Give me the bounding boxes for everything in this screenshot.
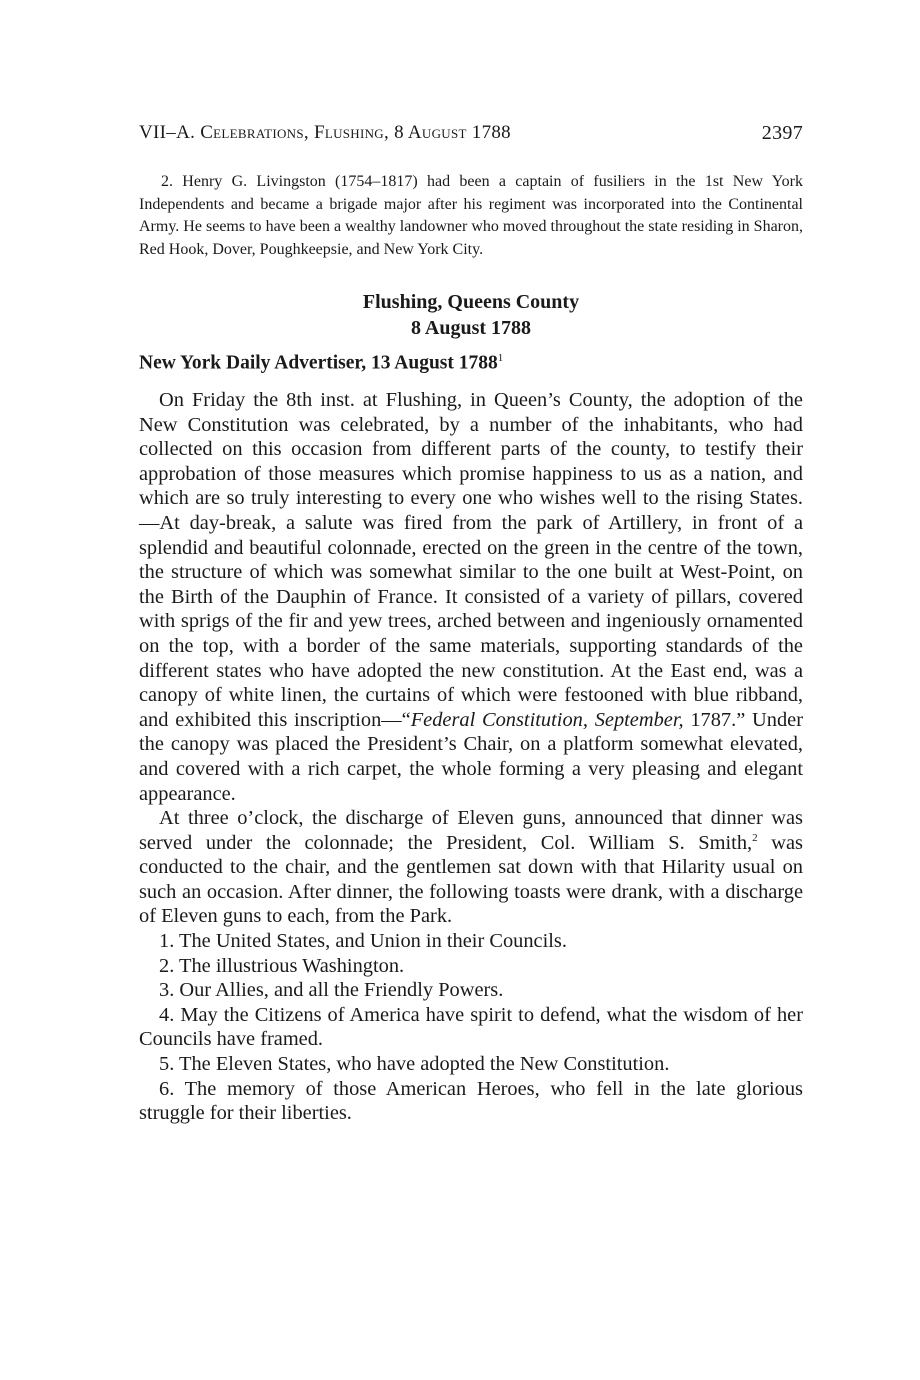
- footnote-2-text: 2. Henry G. Livingston (1754–1817) had been a captain of fusiliers in the 1st New York Independents and became a brigade major after his regiment was incorporated into the Continental Army. He seems to have been a wealthy landowner who moved throughout the state residing in Sharon, Red Hook, Dover, Poughkeepsie, and New York City.: [139, 173, 803, 258]
- heading-place: Flushing, Queens County: [362, 291, 580, 313]
- toast-1: 1. The United States, and Union in their Councils.: [159, 930, 567, 953]
- note-ref-2: 2: [752, 831, 758, 844]
- note-ref-1: 1: [497, 352, 504, 364]
- paragraph-2-text-a: At three o’clock, the discharge of Eleven guns, announced that dinner was served under the colonnade; the President, Col. William S. Smith,: [139, 807, 803, 854]
- paragraph-2: [139, 806, 803, 929]
- toast-2: 2. The illustrious Washington.: [159, 954, 405, 977]
- paragraph-1: [139, 388, 803, 806]
- toast-3: 3. Our Allies, and all the Friendly Powers.: [159, 979, 504, 1002]
- section-heading: [139, 289, 803, 341]
- paragraph-1-italic-inscription: Federal Constitution, September,: [410, 708, 684, 731]
- toast-5: 5. The Eleven States, who have adopted the New Constitution.: [159, 1053, 670, 1076]
- toast-4: 4. May the Citizens of America have spirit to defend, what the wisdom of her Councils have framed.: [139, 1003, 803, 1051]
- paragraph-2-text-b: was conducted to the chair, and the gentlemen sat down with that Hilarity usual on such an occasion. After dinner, the following toasts were drank, with a discharge of Eleven guns to each, from the Park.: [139, 831, 803, 928]
- article-body: [139, 388, 803, 1126]
- heading-date: 8 August 1788: [410, 317, 532, 339]
- paragraph-1-text-a: On Friday the 8th inst. at Flushing, in Queen’s County, the adoption of the New Constitution was celebrated, by a number of the inhabitants, who had collected on this occasion from different parts of the county, to testify their approbation of those measures which promise happiness to us as a nation, and which are so truly interesting to every one who wishes well to the rising States.—At day-break, a salute was fired from the park of Artillery, in front of a splendid and beautiful colonnade, erected on the green in the centre of the town, the structure of which was somewhat similar to the one built at West-Point, on the Birth of the Dauphin of France. It consisted of a variety of pillars, covered with sprigs of the fir and yew trees, arched between and ingeniously ornamented on the top, with a border of the same materials, supporting standards of the different states who have adopted the new constitution. At the East end, was a canopy of white linen, the curtains of which were festooned with blue ribband, and exhibited this inscription—“: [139, 389, 803, 731]
- source-title: [139, 352, 503, 375]
- source-title-text: New York Daily Advertiser, 13 August 1788: [139, 352, 498, 374]
- running-head: [139, 122, 803, 148]
- paragraph-1-text-b: 1787.” Under the canopy was placed the President’s Chair, on a platform somewhat elevated, and covered with a rich carpet, the whole forming a very pleasing and elegant appearance.: [139, 708, 803, 805]
- toast-6: 6. The memory of those American Heroes, who fell in the late glorious struggle for their liberties.: [139, 1077, 803, 1125]
- footnote: [139, 171, 803, 261]
- running-head-title: VII–A. Celebrations, Flushing, 8 August 1788: [139, 122, 511, 143]
- page-number: 2397: [761, 122, 803, 144]
